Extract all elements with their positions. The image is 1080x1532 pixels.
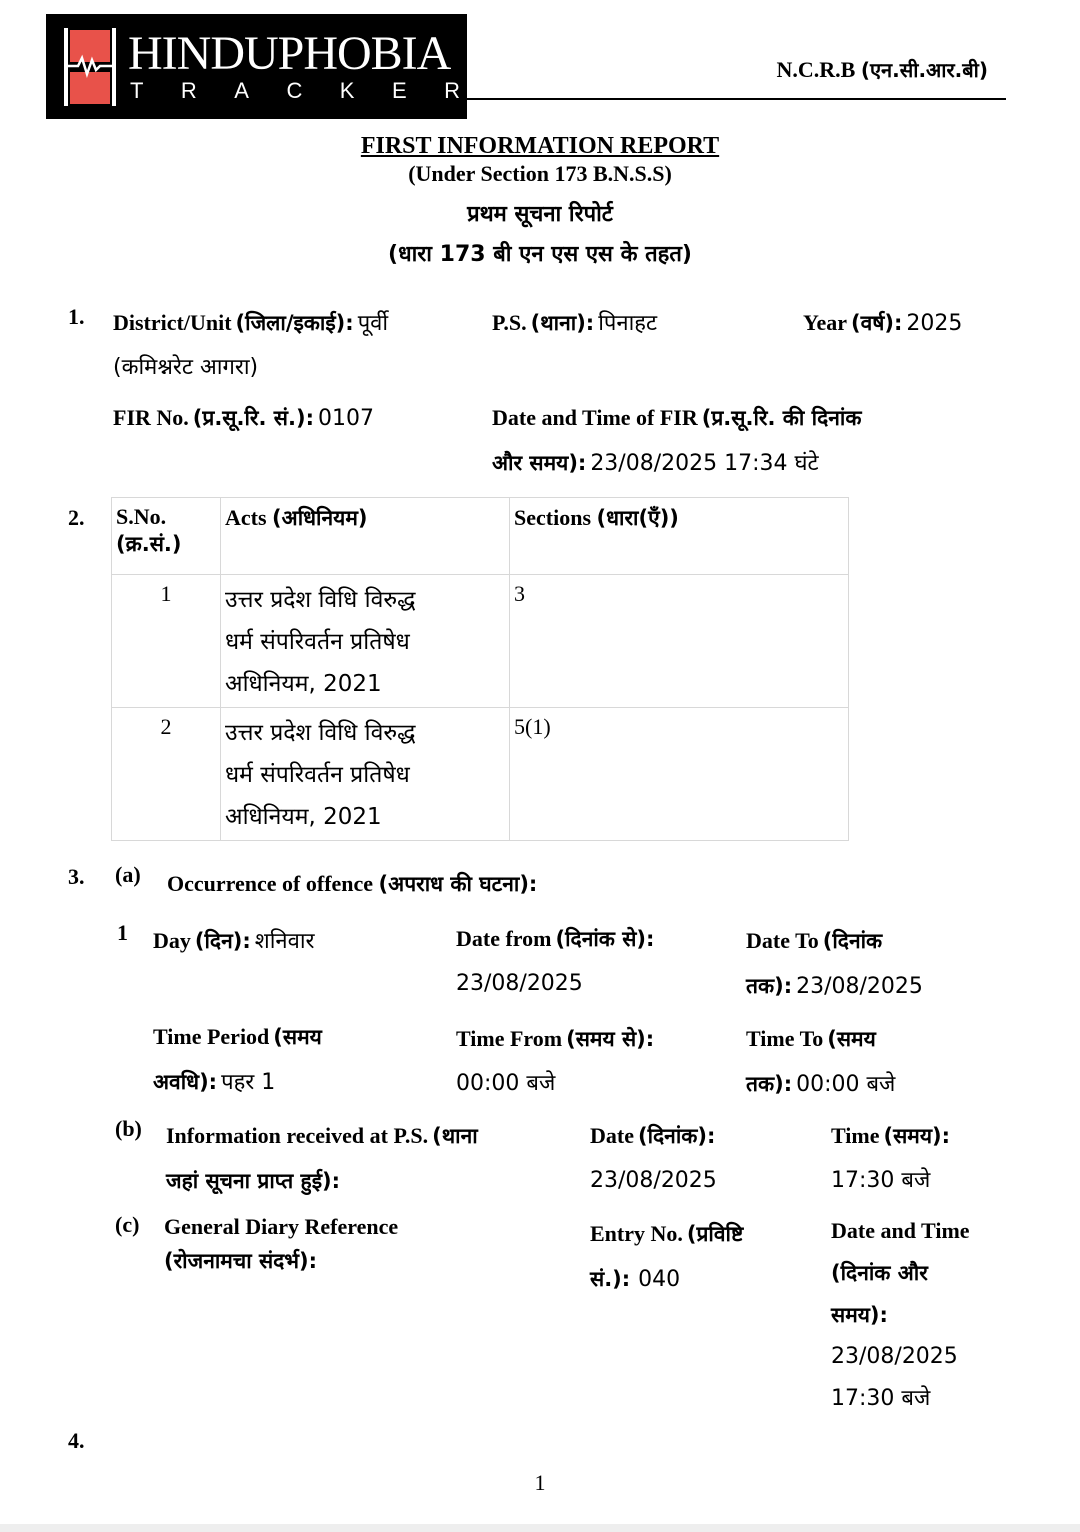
fir-datetime-field: Date and Time of FIR (प्र.सू.रि. की दिनांक और समय): 23/08/2025 17:34 घंटे: [492, 405, 862, 476]
page-bottom-edge: [0, 1524, 1080, 1532]
information-received-field: Information received at P.S. (थाना जहां सूचना प्राप्त हुई):: [166, 1123, 478, 1193]
report-subtitle: (Under Section 173 B.N.S.S): [408, 161, 672, 186]
sections-header: Sections (धारा(एँ)): [510, 498, 849, 575]
subsection-mark: (c): [115, 1212, 140, 1237]
date-to-field: Date To (दिनांक तक): 23/08/2025: [746, 928, 923, 999]
section-number: 4.: [68, 1428, 85, 1453]
row-sno: 1: [112, 575, 221, 708]
district-field: District/Unit (जिला/इकाई): पूर्वी (कमिश्नरेट आगरा): [113, 310, 389, 380]
occurrence-item-number: 1: [117, 920, 128, 945]
section-number: 1.: [68, 304, 85, 329]
table-header-row: [112, 498, 849, 575]
table-row: [112, 575, 849, 708]
tracker-logo-icon: [64, 28, 116, 106]
report-title: FIRST INFORMATION REPORT: [360, 133, 720, 159]
page-number: 1: [534, 1470, 546, 1495]
report-title-hindi: प्रथम सूचना रिपोर्ट: [467, 202, 613, 227]
hinduphobia-tracker-logo: [46, 14, 467, 119]
subsection-mark: (a): [115, 862, 141, 887]
date-from-field: Date from (दिनांक से): 23/08/2025: [456, 926, 655, 996]
entry-number-field: Entry No. (प्रविष्टि सं.): 040: [590, 1221, 744, 1292]
sno-header: S.No. (क्र.सं.): [112, 498, 221, 575]
info-time-field: Time (समय): 17:30 बजे: [831, 1123, 951, 1193]
row-act: उत्तर प्रदेश विधि विरुद्ध धर्म संपरिवर्तन प्रतिषेध अधिनियम, 2021: [221, 575, 510, 708]
diary-datetime-field: Date and Time (दिनांक और समय): 23/08/2025 17:30 बजे: [831, 1218, 970, 1411]
report-subtitle-hindi: (धारा 173 बी एन एस एस के तहत): [388, 242, 692, 267]
ncrb-header: N.C.R.B (एन.सी.आर.बी): [776, 57, 988, 82]
logo-wordmark: HINDUPHOBIA: [128, 27, 451, 80]
fir-number-field: FIR No. (प्र.सू.रि. सं.): 0107: [113, 405, 374, 431]
acts-header: Acts (अधिनियम): [221, 498, 510, 575]
year-field: Year (वर्ष): 2025: [803, 310, 963, 336]
occurrence-heading: Occurrence of offence (अपराध की घटना):: [167, 871, 538, 896]
header-rule: [466, 98, 1006, 100]
row-sno: 2: [112, 708, 221, 841]
acts-sections-table: [111, 497, 849, 841]
info-date-field: Date (दिनांक): 23/08/2025: [590, 1123, 717, 1193]
time-period-field: Time Period (समय अवधि): पहर 1: [153, 1024, 322, 1095]
row-act: उत्तर प्रदेश विधि विरुद्ध धर्म संपरिवर्तन प्रतिषेध अधिनियम, 2021: [221, 708, 510, 841]
time-to-field: Time To (समय तक): 00:00 बजे: [746, 1026, 896, 1097]
row-section: 5(1): [510, 708, 849, 841]
police-station-field: P.S. (थाना): पिनाहट: [492, 310, 658, 336]
table-row: [112, 708, 849, 841]
row-section: 3: [510, 575, 849, 708]
logo-subtitle: T R A C K E R: [130, 78, 460, 103]
time-from-field: Time From (समय से): 00:00 बजे: [456, 1026, 655, 1096]
section-number: 3.: [68, 864, 85, 889]
day-field: Day (दिन): शनिवार: [153, 928, 315, 954]
general-diary-field: General Diary Reference (रोजनामचा संदर्भ):: [164, 1214, 399, 1273]
subsection-mark: (b): [115, 1116, 142, 1141]
section-number: 2.: [68, 505, 85, 530]
